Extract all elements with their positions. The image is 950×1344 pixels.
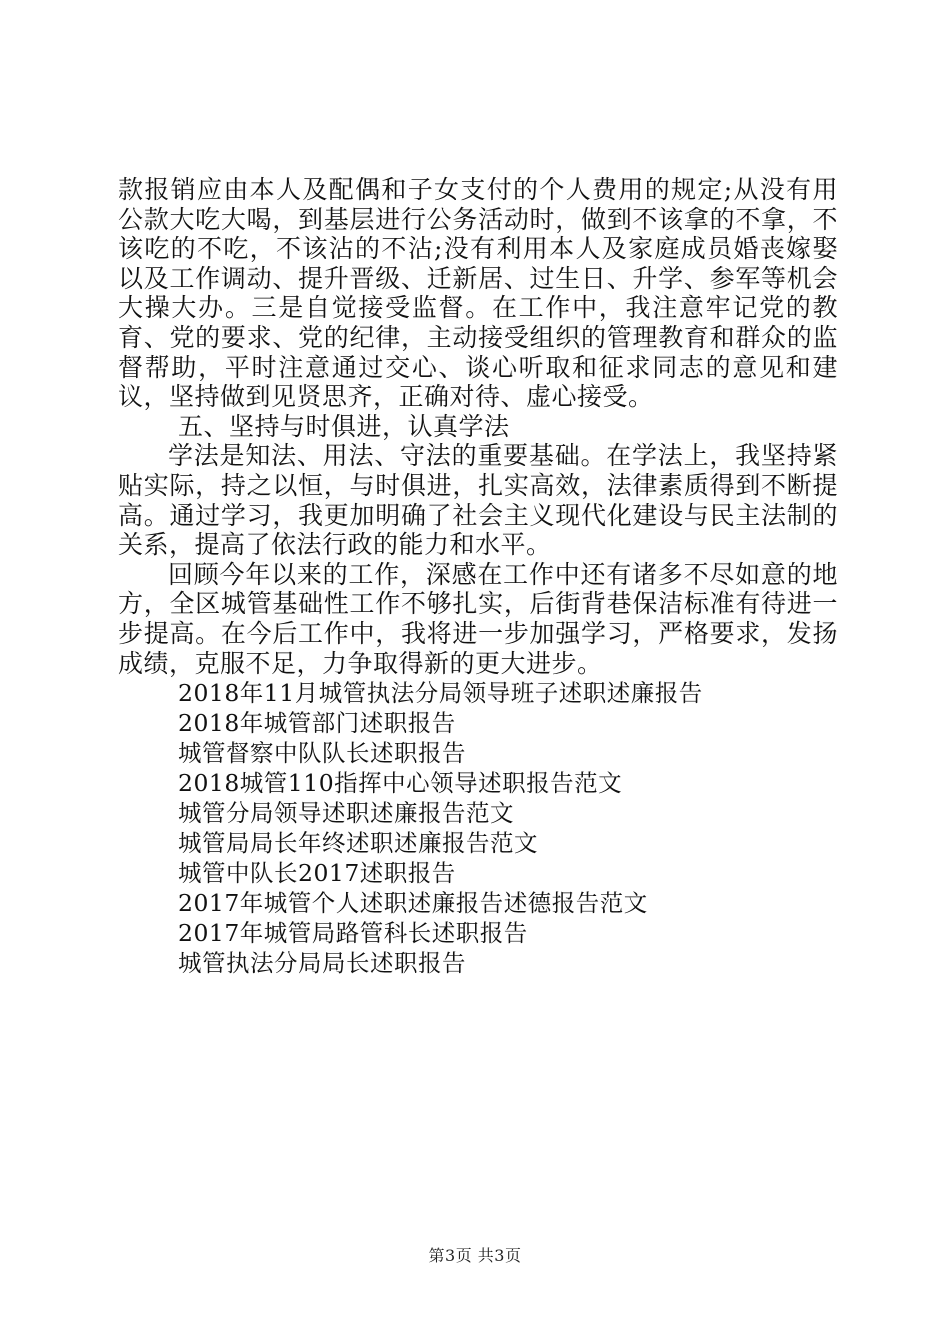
paragraph-continuation: 款报销应由本人及配偶和子女支付的个人费用的规定;从没有用公款大吃大喝，到基层进行公务活动时，做到不该拿的不拿，不该吃的不吃，不该沾的不沾;没有利用本人及家庭成员婚丧嫁娶以及工作调动、提升晋级、迁新居、过生日、升学、参军等机会大操大办。三是自觉接受监督。在工作中，我注意牢记党的教育、党的要求、党的纪律，主动接受组织的管理教育和群众的监督帮助，平时注意通过交心、谈心听取和征求同志的意见和建议，坚持做到见贤思齐，正确对待、虚心接受。 <box>118 175 838 412</box>
paragraph-review: 回顾今年以来的工作，深感在工作中还有诸多不尽如意的地方，全区城管基础性工作不够扎实，后街背巷保洁标准有待进一步提高。在今后工作中，我将进一步加强学习，严格要求，发扬成绩，克服不足，力争取得新的更大进步。 <box>118 559 838 678</box>
page-number-footer: 第3页 共3页 <box>428 1246 522 1265</box>
related-articles-list <box>118 678 838 978</box>
related-article-link[interactable]: 2018年城管部门述职报告 <box>178 709 456 738</box>
related-article-link[interactable]: 城管分局领导述职述廉报告范文 <box>178 799 514 828</box>
related-article-link[interactable]: 2018年11月城管执法分局领导班子述职述廉报告 <box>178 679 703 708</box>
related-article-link[interactable]: 城管中队长2017述职报告 <box>178 859 456 888</box>
related-article-link[interactable]: 2017年城管个人述职述廉报告述德报告范文 <box>178 889 648 918</box>
document-body <box>118 175 838 978</box>
related-article-link[interactable]: 2017年城管局路管科长述职报告 <box>178 919 528 948</box>
paragraph-study-law: 学法是知法、用法、守法的重要基础。在学法上，我坚持紧贴实际，持之以恒，与时俱进，扎实高效，法律素质得到不断提高。通过学习，我更加明确了社会主义现代化建设与民主法制的关系，提高了依法行政的能力和水平。 <box>118 441 838 560</box>
related-article-link[interactable]: 城管执法分局局长述职报告 <box>178 949 466 978</box>
section-heading: 五、坚持与时俱进，认真学法 <box>178 411 510 441</box>
related-article-link[interactable]: 2018城管110指挥中心领导述职报告范文 <box>178 769 623 798</box>
related-article-link[interactable]: 城管督察中队队长述职报告 <box>178 739 466 768</box>
related-article-link[interactable]: 城管局局长年终述职述廉报告范文 <box>178 829 538 858</box>
